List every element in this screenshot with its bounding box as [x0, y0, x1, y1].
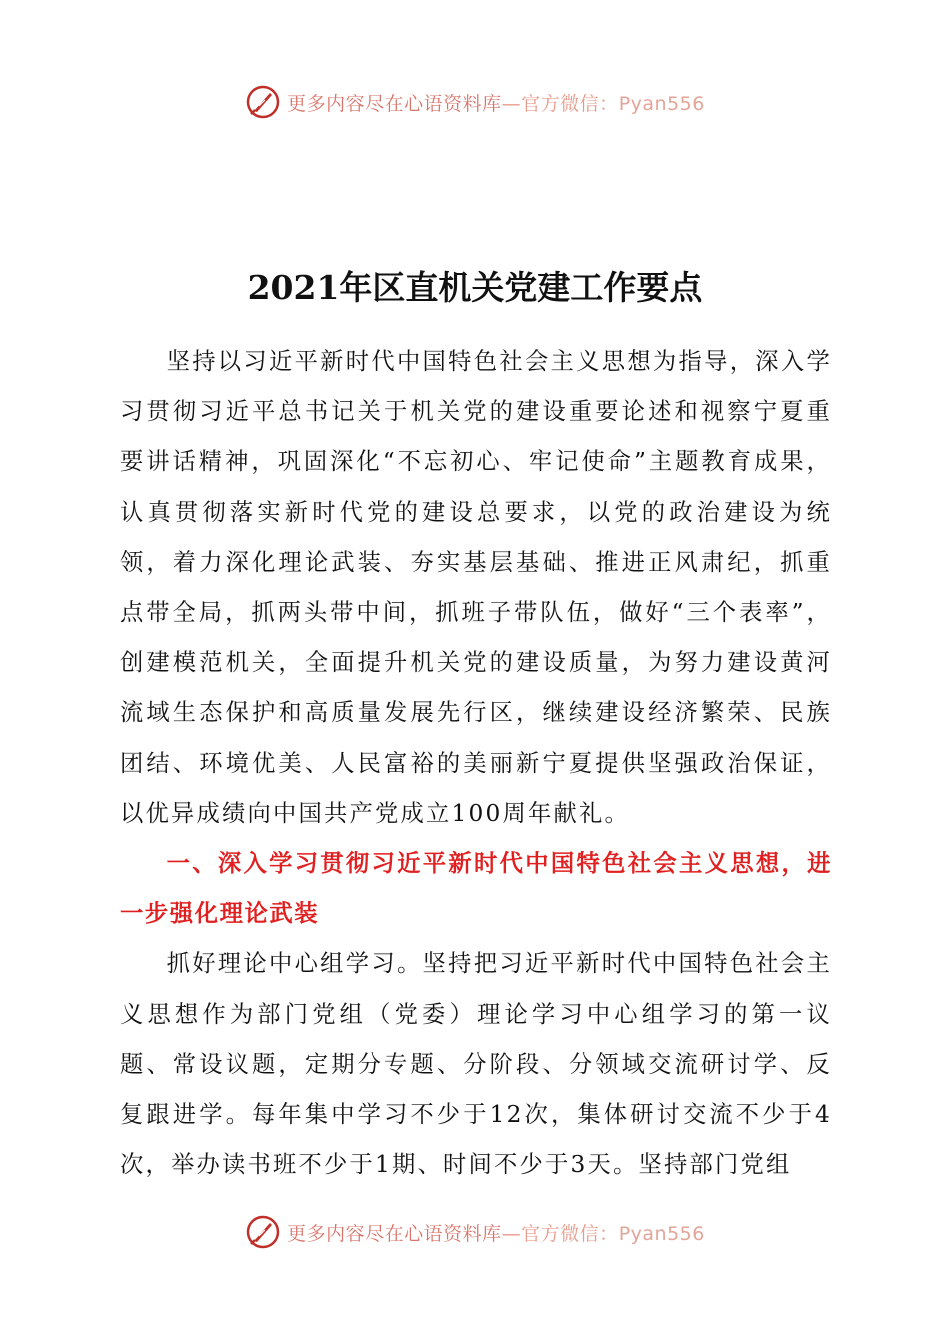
section-heading: 一、深入学习贯彻习近平新时代中国特色社会主义思想，进一步强化理论武装	[120, 850, 832, 928]
quill-logo-icon	[245, 1214, 281, 1250]
banner-text: 更多内容尽在心语资料库—官方微信：Pyan556	[287, 92, 705, 115]
banner-text: 更多内容尽在心语资料库—官方微信：Pyan556	[287, 1222, 705, 1245]
header-banner	[0, 82, 950, 122]
footer-banner	[0, 1212, 950, 1252]
intro-paragraph: 坚持以习近平新时代中国特色社会主义思想为指导，深入学习贯彻习近平总书记关于机关党的建设重要论述和视察宁夏重要讲话精神，巩固深化“不忘初心、牢记使命”主题教育成果，认真贯彻落实新时代党的建设总要求，以党的政治建设为统领，着力深化理论武装、夯实基层基础、推进正风肃纪，抓重点带全局，抓两头带中间，抓班子带队伍，做好“三个表率”，创建模范机关，全面提升机关党的建设质量，为努力建设黄河流域生态保护和高质量发展先行区，继续建设经济繁荣、民族团结、环境优美、人民富裕的美丽新宁夏提供坚强政治保证，以优异成绩向中国共产党成立100周年献礼。	[120, 348, 832, 827]
document-body	[120, 337, 832, 1190]
quill-logo-icon	[245, 84, 281, 120]
document-title: 2021年区直机关党建工作要点	[247, 268, 703, 307]
section-paragraph: 抓好理论中心组学习。坚持把习近平新时代中国特色社会主义思想作为部门党组（党委）理论学习中心组学习的第一议题、常设议题，定期分专题、分阶段、分领域交流研讨学、反复跟进学。每年集中学习不少于12次，集体研讨交流不少于4次，举办读书班不少于1期、时间不少于3天。坚持部门党组	[120, 950, 832, 1179]
